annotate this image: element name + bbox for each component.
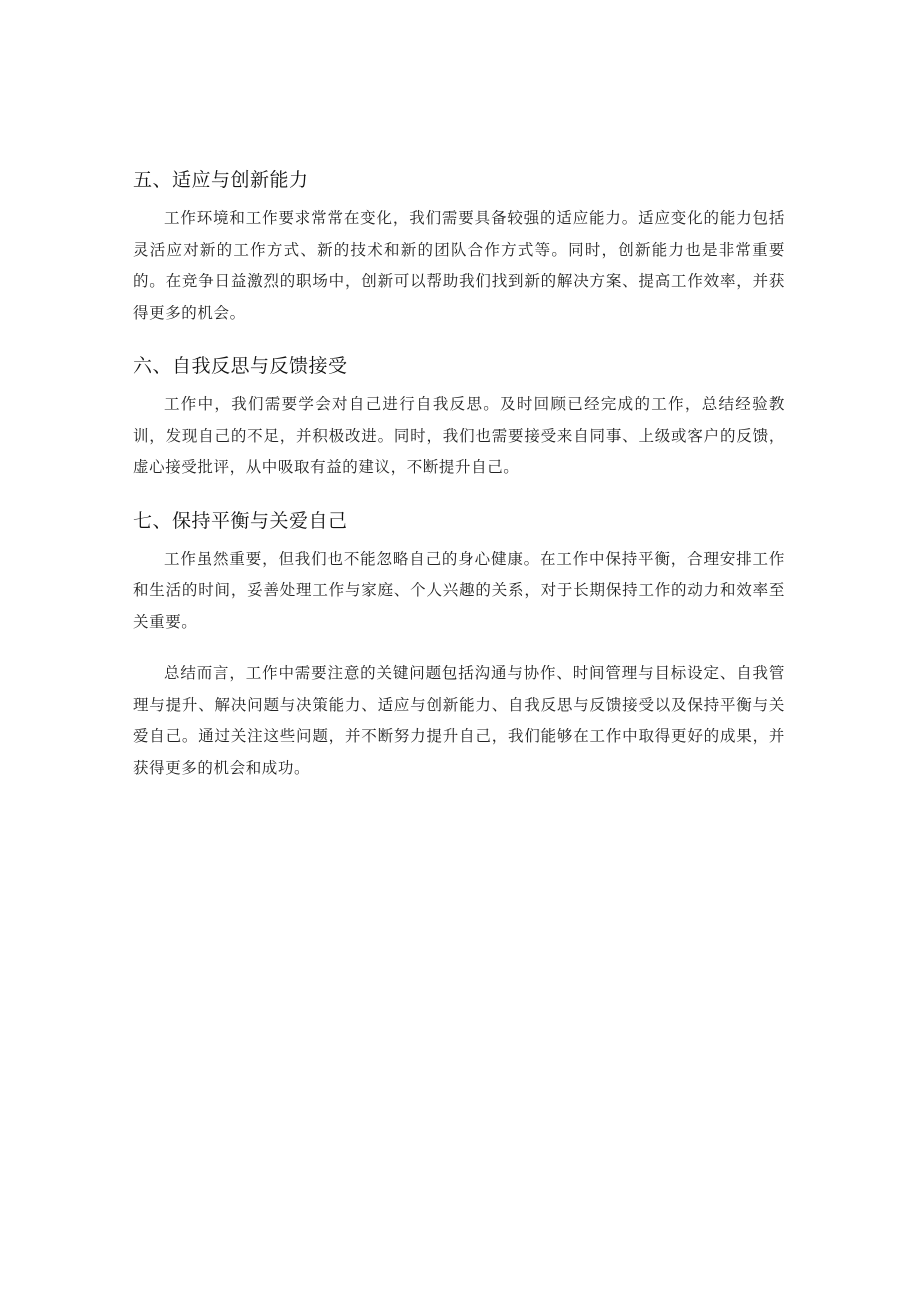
- section-self-reflection-feedback: [133, 349, 785, 484]
- section-heading: 七、保持平衡与关爱自己: [133, 509, 348, 532]
- section-adaptation-innovation: [133, 163, 785, 329]
- section-balance-self-care: [133, 504, 785, 785]
- paragraph: 工作虽然重要，但我们也不能忽略自己的身心健康。在工作中保持平衡，合理安排工作和生活的时间，妥善处理工作与家庭、个人兴趣的关系，对于长期保持工作的动力和效率至关重要。: [133, 549, 785, 631]
- document-body: [133, 163, 785, 804]
- paragraph: 工作环境和工作要求常常在变化，我们需要具备较强的适应能力。适应变化的能力包括灵活应对新的工作方式、新的技术和新的团队合作方式等。同时，创新能力也是非常重要的。在竞争日益激烈的职场中，创新可以帮助我们找到新的解决方案、提高工作效率，并获得更多的机会。: [133, 209, 785, 322]
- section-heading: 六、自我反思与反馈接受: [133, 355, 348, 377]
- paragraph: 工作中，我们需要学会对自己进行自我反思。及时回顾已经完成的工作，总结经验教训，发现自己的不足，并积极改进。同时，我们也需要接受来自同事、上级或客户的反馈，虚心接受批评，从中吸取有益的建议，不断提升自己。: [133, 395, 785, 476]
- section-heading: 五、适应与创新能力: [133, 169, 309, 191]
- summary-paragraph: 总结而言，工作中需要注意的关键问题包括沟通与协作、时间管理与目标设定、自我管理与提升、解决问题与决策能力、适应与创新能力、自我反思与反馈接受以及保持平衡与关爱自己。通过关注这些问题，并不断努力提升自己，我们能够在工作中取得更好的成果，并获得更多的机会和成功。: [133, 664, 785, 777]
